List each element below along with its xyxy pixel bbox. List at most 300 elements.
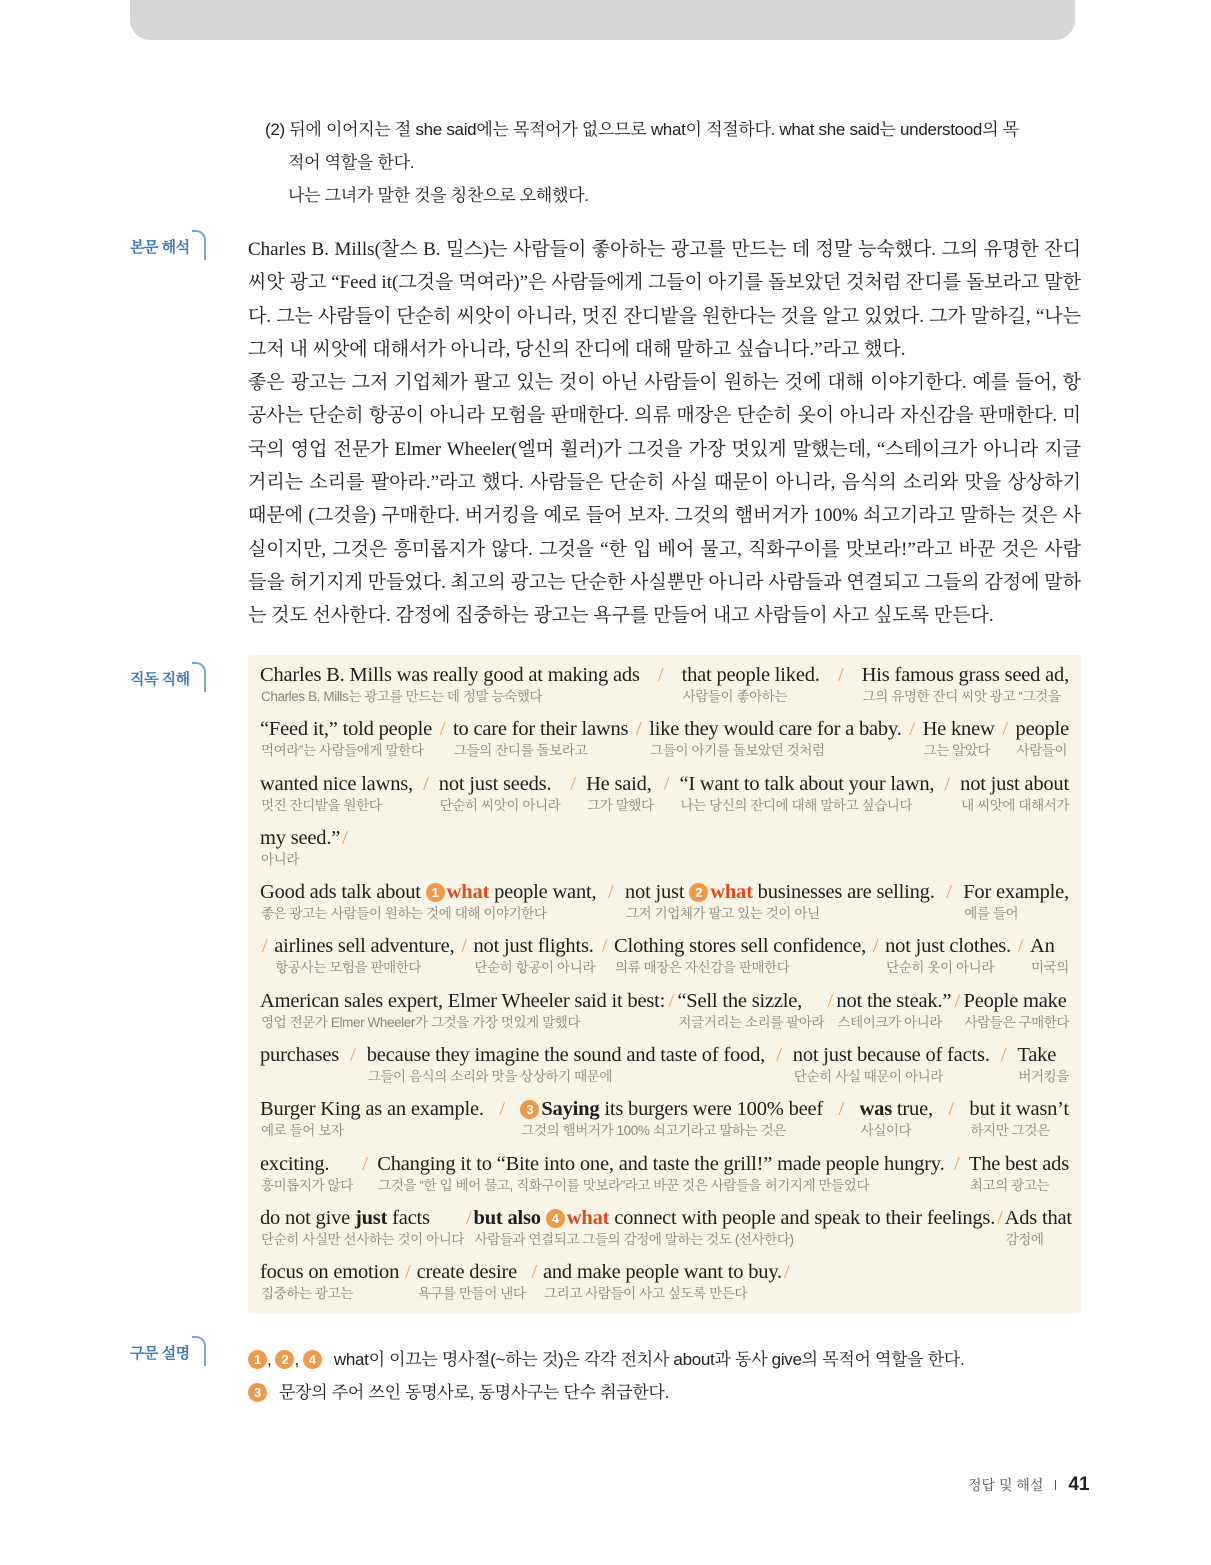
slash-divider: / bbox=[657, 664, 664, 686]
korean-translation: 그가 말했다 bbox=[587, 797, 654, 813]
note-line: (2) 뒤에 이어지는 절 she said에는 목적어가 없으므로 what이 적절하다. what she said는 understood의 목 bbox=[265, 120, 1019, 139]
divider bbox=[1055, 1480, 1056, 1490]
reading-chunk bbox=[606, 879, 616, 933]
text-run: businesses are selling. bbox=[752, 881, 935, 904]
english-text bbox=[682, 662, 820, 688]
text-run: that people liked. bbox=[681, 664, 820, 686]
english-text bbox=[662, 771, 672, 797]
english-text bbox=[260, 1096, 484, 1122]
text-run: to care for their lawns bbox=[453, 718, 629, 741]
reading-chunk bbox=[348, 1042, 358, 1096]
english-text bbox=[946, 1096, 956, 1122]
english-text bbox=[677, 988, 824, 1014]
reading-chunk bbox=[999, 1042, 1009, 1096]
reading-chunk bbox=[837, 1096, 847, 1150]
reading-line bbox=[260, 1151, 1069, 1205]
grammar-note bbox=[248, 1376, 964, 1409]
english-text bbox=[793, 1042, 990, 1068]
reading-chunk bbox=[260, 1259, 399, 1313]
reading-chunk bbox=[923, 716, 995, 770]
english-text bbox=[656, 662, 666, 688]
section-label-direct-reading bbox=[130, 664, 206, 690]
korean-translation: 흥미롭지가 않다 bbox=[261, 1177, 353, 1193]
slash-divider: / bbox=[499, 1098, 505, 1121]
english-text bbox=[606, 879, 616, 905]
reading-chunk bbox=[260, 933, 270, 987]
text-run: not just clothes. bbox=[885, 935, 1011, 958]
text-run: “Sell the sizzle, bbox=[677, 989, 803, 1012]
reading-chunk bbox=[453, 716, 628, 770]
english-text bbox=[774, 1042, 784, 1068]
english-text bbox=[679, 771, 934, 797]
reading-chunk bbox=[260, 988, 665, 1042]
reading-chunk bbox=[600, 933, 610, 987]
korean-translation: 사람들이 좋아하는 bbox=[682, 689, 788, 704]
slash-divider: / bbox=[439, 718, 446, 741]
korean-translation: 단순히 옷이 아니라 bbox=[886, 960, 994, 976]
highlighted-word: what bbox=[566, 1206, 610, 1229]
korean-translation: 미국의 bbox=[1031, 960, 1069, 976]
label-text: 직독 직해 bbox=[130, 671, 190, 688]
section-name: 정답 및 해설 bbox=[968, 1477, 1044, 1493]
korean-translation: 버거킹을 bbox=[1018, 1069, 1069, 1085]
english-text bbox=[1016, 933, 1026, 959]
korean-translation: 아니라 bbox=[261, 851, 299, 867]
reading-chunk bbox=[260, 1096, 484, 1150]
reading-line bbox=[260, 825, 1069, 879]
english-text bbox=[953, 988, 963, 1014]
slash-divider: / bbox=[531, 1261, 537, 1284]
text-run: not just about bbox=[960, 772, 1069, 795]
korean-translation: Charles B. Mills는 광고를 만드는 데 정말 능숙했다 bbox=[261, 689, 543, 704]
text-run: Take bbox=[1017, 1044, 1057, 1067]
text-run: people bbox=[1015, 718, 1069, 741]
reading-chunk bbox=[421, 771, 431, 825]
korean-translation: 그의 유명한 잔디 씨앗 광고 “그것을 bbox=[862, 689, 1061, 704]
reading-line bbox=[260, 1205, 1072, 1259]
slash-divider: / bbox=[872, 935, 879, 958]
reading-chunk bbox=[964, 988, 1069, 1042]
reading-chunk bbox=[943, 771, 953, 825]
reading-chunk bbox=[1005, 1205, 1072, 1259]
english-text bbox=[417, 1259, 526, 1285]
reading-chunk bbox=[568, 771, 578, 825]
reading-chunk bbox=[403, 1259, 413, 1313]
english-text bbox=[634, 716, 644, 742]
english-text bbox=[568, 771, 578, 797]
english-text bbox=[586, 771, 654, 797]
reading-chunk bbox=[520, 1096, 823, 1150]
section-label-translation bbox=[130, 232, 206, 258]
reading-chunk bbox=[679, 771, 934, 825]
text-run: my seed.” bbox=[260, 826, 341, 849]
english-text bbox=[826, 988, 836, 1014]
korean-translation: 그저 기업체가 팔고 있는 것이 아닌 bbox=[625, 906, 820, 922]
korean-translation: 감정에 bbox=[1005, 1231, 1044, 1247]
number-marker-icon: 2 bbox=[689, 883, 708, 902]
paragraph: Charles B. Mills(찰스 B. 밀스)는 사람들이 좋아하는 광고를 만드는 데 정말 능숙했다. 그의 유명한 잔디 씨앗 광고 “Feed it(그것을 먹여라)”은 사람들에게 그들이 아기를 돌보았던 것처럼 잔디를 돌보라고 말한다. 그는 사람들이 단순히 씨앗이 아니라, 멋진 잔디밭을 원한다는 것을 알고 있었다. 그가 말하길, “나는 그저 내 씨앗에 대해서가 아니라, 당신의 잔디에 대해 말하고 싶습니다.”라고 했다. bbox=[248, 239, 1081, 360]
english-text bbox=[421, 771, 431, 797]
slash-divider: / bbox=[776, 1044, 782, 1067]
english-text bbox=[459, 933, 469, 959]
korean-translation: 그들이 아기를 돌보았던 것처럼 bbox=[650, 743, 825, 759]
reading-chunk bbox=[793, 1042, 990, 1096]
reading-chunk bbox=[662, 771, 672, 825]
korean-translation: 그것의 햄버거가 100% 쇠고기라고 말하는 것은 bbox=[521, 1123, 786, 1139]
slash-divider: / bbox=[570, 772, 576, 795]
english-text bbox=[625, 879, 935, 905]
text-run: not just bbox=[624, 881, 690, 904]
english-text bbox=[1017, 1042, 1069, 1068]
reading-chunk bbox=[1016, 933, 1026, 987]
reading-line bbox=[260, 988, 1069, 1042]
english-text bbox=[260, 988, 665, 1014]
korean-translation: 의류 매장은 자신감을 판매한다 bbox=[615, 960, 790, 976]
english-text bbox=[260, 1259, 399, 1285]
text-run: facts bbox=[387, 1206, 430, 1229]
grammar-notes bbox=[248, 1343, 964, 1409]
english-text bbox=[871, 933, 881, 959]
reading-chunk bbox=[377, 1151, 944, 1205]
reading-chunk bbox=[969, 1151, 1069, 1205]
slash-divider: / bbox=[1000, 1044, 1007, 1067]
korean-translation: 멋진 잔디밭을 원한다 bbox=[261, 797, 382, 813]
english-text bbox=[464, 1205, 474, 1231]
reading-chunk bbox=[586, 771, 654, 825]
reading-chunk bbox=[459, 933, 469, 987]
highlighted-word: what bbox=[446, 881, 490, 904]
english-text bbox=[260, 1205, 464, 1231]
text-run: Changing it to “Bite into one, and taste the grill!” made people hungry. bbox=[377, 1152, 945, 1175]
slash-divider: / bbox=[944, 772, 950, 795]
korean-translation: 내 씨앗에 대해서가 bbox=[961, 797, 1069, 813]
english-text bbox=[1030, 933, 1069, 959]
slash-divider: / bbox=[1017, 935, 1024, 958]
slash-divider: / bbox=[607, 881, 614, 904]
text-run: because they imagine the sound and taste of food, bbox=[366, 1044, 766, 1067]
reading-line bbox=[260, 1096, 1069, 1150]
english-text bbox=[999, 1042, 1009, 1068]
bold-word: but also bbox=[473, 1206, 541, 1229]
korean-translation: 사람들이 bbox=[1016, 743, 1068, 759]
number-marker-icon: 2 bbox=[275, 1350, 294, 1369]
text-run: not just because of facts. bbox=[792, 1044, 990, 1067]
english-text bbox=[529, 1259, 539, 1285]
text-run: do not give bbox=[260, 1206, 355, 1229]
korean-translation: 항공사는 모험을 판매한다 bbox=[275, 960, 422, 976]
text-run: not the steak.” bbox=[836, 989, 952, 1012]
text-run: not just seeds. bbox=[438, 772, 552, 795]
reading-line bbox=[260, 662, 1069, 716]
reading-chunk bbox=[260, 1205, 464, 1259]
english-text bbox=[885, 933, 1011, 959]
reading-chunk bbox=[438, 716, 448, 770]
english-text bbox=[260, 879, 596, 905]
english-text bbox=[348, 1042, 358, 1068]
note-line: 적어 역할을 한다. bbox=[288, 153, 415, 172]
reading-chunk bbox=[946, 1096, 956, 1150]
slash-divider: / bbox=[262, 935, 268, 958]
reading-chunk bbox=[1016, 716, 1069, 770]
slash-divider: / bbox=[948, 1098, 954, 1121]
english-text bbox=[260, 716, 432, 742]
reading-chunk bbox=[260, 825, 350, 879]
slash-divider: / bbox=[342, 826, 348, 849]
bold-word: was bbox=[859, 1098, 892, 1121]
text-run: purchases bbox=[260, 1044, 340, 1067]
english-text bbox=[439, 771, 560, 797]
english-text bbox=[260, 933, 270, 959]
text-run: but it wasn’t bbox=[969, 1098, 1069, 1121]
reading-chunk bbox=[497, 1096, 507, 1150]
reading-chunk bbox=[836, 988, 951, 1042]
english-text bbox=[474, 933, 595, 959]
english-text bbox=[837, 1096, 847, 1122]
reading-chunk bbox=[274, 933, 454, 987]
english-text bbox=[260, 771, 413, 797]
english-text bbox=[649, 716, 901, 742]
reading-chunk bbox=[963, 879, 1069, 933]
number-marker-icon: 3 bbox=[520, 1100, 539, 1119]
reading-chunk bbox=[474, 933, 595, 987]
reading-chunk bbox=[260, 716, 432, 770]
reading-chunk bbox=[960, 771, 1069, 825]
number-marker-icon: 3 bbox=[248, 1383, 267, 1402]
grammar-note bbox=[248, 1343, 964, 1376]
page-number: 41 bbox=[1068, 1474, 1090, 1495]
english-text bbox=[543, 1259, 792, 1285]
english-text bbox=[377, 1151, 944, 1177]
english-text bbox=[923, 716, 995, 742]
note-text: what이 이끄는 명사절(~하는 것)은 각각 전치사 about과 동사 give의 목적어 역할을 한다. bbox=[333, 1350, 965, 1369]
text-run: Burger King as an example. bbox=[260, 1098, 484, 1121]
reading-chunk bbox=[774, 1042, 784, 1096]
korean-translation: 예로 들어 보자 bbox=[261, 1123, 344, 1139]
reading-chunk bbox=[614, 933, 866, 987]
bold-word: just bbox=[354, 1206, 388, 1229]
slash-divider: / bbox=[362, 1152, 368, 1175]
reading-chunk bbox=[360, 1151, 370, 1205]
text-run: focus on emotion bbox=[260, 1261, 400, 1284]
slash-divider: / bbox=[954, 989, 961, 1012]
note-text: 문장의 주어 쓰인 동명사로, 동명사구는 단수 취급한다. bbox=[279, 1383, 670, 1402]
slash-divider: / bbox=[461, 935, 467, 958]
english-text bbox=[907, 716, 917, 742]
slash-divider: / bbox=[466, 1206, 472, 1229]
paragraph: 좋은 광고는 그저 기업체가 팔고 있는 것이 아닌 사람들이 원하는 것에 대해 이야기한다. 예를 들어, 항공사는 단순히 항공이 아니라 모험을 판매한다. 의류 매장은 단순히 옷이 아니라 자신감을 판매한다. 미국의 영업 전문가 Elmer Wheeler(엘머 휠러)가 그것을 가장 멋있게 말했는데, “스테이크가 아니라 지글거리는 소리를 팔아라.”라고 했다. 사람들은 단순히 사실 때문이 아니라, 음식의 소리와 맛을 상상하기 때문에 (그것을) 구매한다. 버거킹을 예로 들어 보자. 그것의 햄버거가 100% 쇠고기라고 말하는 것은 사실이지만, 그것은 흥미롭지가 않다. 그것을 “한 입 베어 물고, 직화구이를 맛보라!”라고 바꾼 것은 사람들을 허기지게 만들었다. 최고의 광고는 단순한 사실뿐만 아니라 사람들과 연결되고 그들의 감정에 말하는 것도 선사한다. 감정에 집중하는 광고는 욕구를 만들어 내고 사람들이 사고 싶도록 만든다. bbox=[248, 372, 1081, 627]
reading-line bbox=[260, 933, 1069, 987]
number-marker-icon: 4 bbox=[303, 1350, 322, 1369]
direct-reading-box bbox=[248, 655, 1081, 1314]
reading-chunk bbox=[464, 1205, 474, 1259]
reading-chunk bbox=[826, 988, 836, 1042]
korean-translation: 좋은 광고는 사람들이 원하는 것에 대해 이야기한다 bbox=[261, 906, 547, 922]
korean-translation: 그는 알았다 bbox=[923, 743, 991, 759]
reading-chunk bbox=[953, 988, 963, 1042]
comma: , bbox=[294, 1350, 299, 1369]
page-footer bbox=[968, 1474, 1090, 1496]
english-text bbox=[274, 933, 454, 959]
slash-divider: / bbox=[668, 989, 675, 1012]
korean-translation: 영업 전문가 Elmer Wheeler가 그것을 가장 멋있게 말했다 bbox=[261, 1014, 581, 1030]
english-text bbox=[260, 1151, 353, 1177]
english-text bbox=[952, 1151, 962, 1177]
slash-divider: / bbox=[663, 772, 670, 795]
korean-translation: 하지만 그것은 bbox=[970, 1123, 1050, 1139]
reading-chunk bbox=[543, 1259, 792, 1313]
text-run: An bbox=[1030, 935, 1055, 958]
reading-chunk bbox=[260, 1042, 339, 1096]
reading-chunk bbox=[1030, 933, 1069, 987]
label-text: 구문 설명 bbox=[130, 1345, 190, 1362]
reading-chunk bbox=[260, 771, 413, 825]
slash-divider: / bbox=[405, 1261, 411, 1284]
slash-divider: / bbox=[946, 881, 952, 904]
slash-divider: / bbox=[953, 1152, 960, 1175]
reading-chunk bbox=[1000, 716, 1010, 770]
english-text bbox=[1016, 716, 1069, 742]
slash-divider: / bbox=[827, 989, 834, 1012]
reading-chunk bbox=[667, 988, 677, 1042]
number-marker-icon: 1 bbox=[248, 1350, 267, 1369]
reading-line bbox=[260, 716, 1069, 770]
text-run: Charles B. Mills was really good at making ads bbox=[260, 664, 640, 686]
comma: , bbox=[267, 1350, 272, 1369]
reading-chunk bbox=[995, 1205, 1005, 1259]
text-run: The best ads bbox=[968, 1152, 1069, 1175]
korean-translation: 욕구를 만들어 낸다 bbox=[417, 1286, 526, 1302]
reading-chunk bbox=[260, 1151, 353, 1205]
answer-explanation-note bbox=[265, 113, 1085, 212]
text-run: its burgers were 100% beef bbox=[599, 1098, 824, 1121]
number-marker-icon: 1 bbox=[426, 883, 445, 902]
korean-translation: 스테이크가 아니라 bbox=[837, 1014, 942, 1030]
text-run: For example, bbox=[963, 881, 1069, 904]
english-text bbox=[520, 1096, 823, 1122]
slash-divider: / bbox=[350, 1044, 356, 1067]
reading-chunk bbox=[944, 879, 954, 933]
text-run: exciting. bbox=[260, 1152, 330, 1175]
slash-divider: / bbox=[909, 718, 915, 741]
bold-word: Saying bbox=[541, 1098, 600, 1121]
korean-translation: 그들이 음식의 소리와 맛을 상상하기 때문에 bbox=[367, 1069, 613, 1085]
reading-chunk bbox=[885, 933, 1011, 987]
slash-divider: / bbox=[783, 1261, 790, 1284]
english-text bbox=[969, 1096, 1069, 1122]
english-text bbox=[960, 771, 1069, 797]
slash-divider: / bbox=[601, 935, 608, 958]
slash-divider: / bbox=[1002, 718, 1008, 741]
korean-translation: 사람들은 구매한다 bbox=[964, 1014, 1069, 1030]
reading-chunk bbox=[260, 662, 640, 716]
reading-chunk bbox=[439, 771, 560, 825]
slash-divider: / bbox=[423, 772, 429, 795]
reading-chunk bbox=[367, 1042, 765, 1096]
reading-chunk bbox=[260, 879, 596, 933]
reading-line bbox=[260, 771, 1069, 825]
reading-chunk bbox=[417, 1259, 526, 1313]
english-text bbox=[969, 1151, 1069, 1177]
korean-translation: 먹여라”는 사람들에게 말한다 bbox=[261, 743, 424, 759]
korean-translation: 그리고 사람들이 사고 싶도록 만든다 bbox=[543, 1286, 748, 1302]
reading-chunk bbox=[907, 716, 917, 770]
english-text bbox=[367, 1042, 765, 1068]
reading-chunk bbox=[656, 662, 666, 716]
english-text bbox=[667, 988, 677, 1014]
english-text bbox=[360, 1151, 370, 1177]
note-line-translation: 나는 그녀가 말한 것을 칭찬으로 오해했다. bbox=[288, 186, 589, 205]
korean-translation: 단순히 항공이 아니라 bbox=[474, 960, 595, 976]
english-text bbox=[862, 662, 1069, 688]
slash-divider: / bbox=[837, 664, 844, 686]
english-text bbox=[260, 662, 640, 688]
english-text bbox=[497, 1096, 507, 1122]
reading-chunk bbox=[529, 1259, 539, 1313]
text-run: airlines sell adventure, bbox=[274, 935, 455, 958]
english-text bbox=[836, 988, 951, 1014]
english-text bbox=[963, 879, 1069, 905]
slash-divider: / bbox=[997, 1206, 1003, 1229]
reading-line bbox=[260, 1259, 1069, 1313]
text-run: American sales expert, Elmer Wheeler said it best: bbox=[260, 989, 666, 1012]
english-text bbox=[964, 988, 1069, 1014]
reading-line bbox=[260, 879, 1069, 933]
text-run: create desire bbox=[416, 1261, 518, 1284]
english-text bbox=[860, 1096, 933, 1122]
english-text bbox=[614, 933, 866, 959]
text-run: People make bbox=[963, 989, 1067, 1012]
korean-translation: 최고의 광고는 bbox=[969, 1177, 1050, 1193]
korean-translation: 지글거리는 소리를 팔아라 bbox=[678, 1014, 825, 1030]
text-run: true, bbox=[891, 1098, 933, 1121]
korean-translation: 그것을 “한 입 베어 물고, 직화구이를 맛보라”라고 바꾼 것은 사람들을 허기지게 만들었다 bbox=[378, 1177, 870, 1193]
text-run: wanted nice lawns, bbox=[260, 772, 413, 795]
korean-translation: 단순히 사실만 선사하는 것이 아니다 bbox=[261, 1231, 465, 1247]
slash-divider: / bbox=[838, 1098, 845, 1121]
english-text bbox=[1005, 1205, 1072, 1231]
english-text bbox=[438, 716, 448, 742]
text-run: Ads that bbox=[1004, 1206, 1072, 1229]
text-run: Good ads talk about bbox=[260, 881, 426, 904]
reading-chunk bbox=[474, 1205, 996, 1259]
reading-chunk bbox=[860, 1096, 933, 1150]
text-run: like they would care for a baby. bbox=[649, 718, 902, 741]
reading-chunk bbox=[836, 662, 846, 716]
korean-translation: 나는 당신의 잔디에 대해 말하고 싶습니다 bbox=[680, 797, 913, 813]
english-text bbox=[453, 716, 628, 742]
label-text: 본문 해석 bbox=[130, 239, 190, 256]
reading-chunk bbox=[1017, 1042, 1069, 1096]
english-text bbox=[1000, 716, 1010, 742]
english-text bbox=[474, 1205, 996, 1231]
text-run: His famous grass seed ad, bbox=[861, 664, 1069, 686]
reading-chunk bbox=[677, 988, 824, 1042]
text-run: He said, bbox=[586, 772, 652, 795]
highlighted-word: what bbox=[710, 881, 753, 904]
text-run: He knew bbox=[922, 718, 995, 741]
english-text bbox=[260, 1042, 339, 1068]
reading-chunk bbox=[862, 662, 1069, 716]
english-text bbox=[995, 1205, 1005, 1231]
text-run: connect with people and speak to their feelings. bbox=[609, 1206, 996, 1229]
top-tab-decoration bbox=[130, 0, 1075, 40]
reading-chunk bbox=[871, 933, 881, 987]
slash-divider: / bbox=[636, 718, 642, 741]
korean-translation: 단순히 사실 때문이 아니라 bbox=[793, 1069, 943, 1085]
reading-chunk bbox=[625, 879, 935, 933]
reading-chunk bbox=[649, 716, 901, 770]
text-run: not just flights. bbox=[473, 935, 594, 958]
